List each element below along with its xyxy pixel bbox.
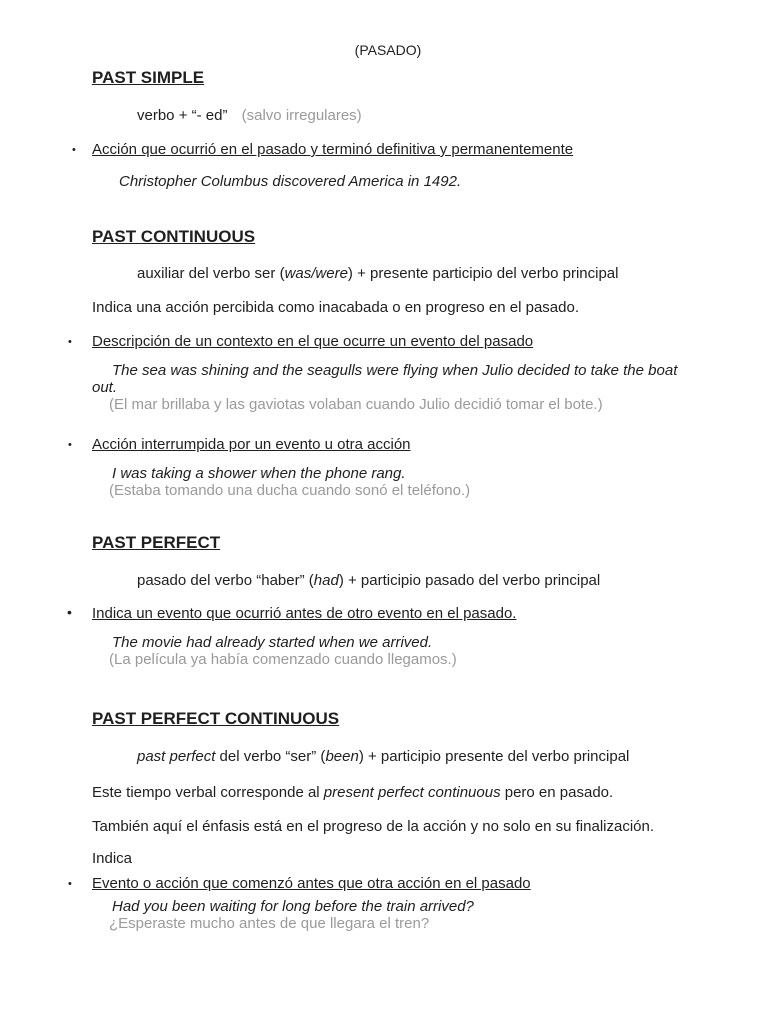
formula-past-simple [137,107,362,124]
formula-part: pasado del verbo “haber” ( [137,572,314,589]
description-part: pero en pasado. [500,784,614,801]
formula-note: (salvo irregulares) [241,107,362,124]
example-past-simple: Christopher Columbus discovered America in 1492. [119,173,462,190]
example-past-continuous-2: I was taking a shower when the phone rang. [112,465,406,482]
heading-past-continuous: PAST CONTINUOUS [92,227,256,246]
description-past-continuous: Indica una acción percibida como inacabada o en progreso en el pasado. [92,299,580,316]
bullet-past-simple: Acción que ocurrió en el pasado y terminó definitiva y permanentemente [92,141,574,158]
description-past-perfect-continuous-1 [92,784,613,801]
formula-part: auxiliar del verbo ser ( [137,265,285,282]
formula-part: del verbo “ser” ( [215,748,326,765]
example-past-perfect-continuous: Had you been waiting for long before the train arrived? [112,898,474,915]
formula-part-italic: was/were [284,265,348,282]
document-title: (PASADO) [354,42,422,58]
formula-part: ) + presente participio del verbo principal [347,265,619,282]
bullet-icon: • [68,336,72,348]
bullet-past-continuous-1: Descripción de un contexto en el que ocurre un evento del pasado [92,333,534,350]
formula-past-perfect [137,572,600,589]
translation-past-continuous-1: (El mar brillaba y las gaviotas volaban cuando Julio decidió tomar el bote.) [109,396,603,413]
description-part-italic: present perfect continuous [323,784,501,801]
bullet-icon: • [68,439,72,451]
heading-past-perfect: PAST PERFECT [92,533,221,552]
translation-past-perfect-continuous: ¿Esperaste mucho antes de que llegara el tren? [109,915,430,932]
translation-past-perfect: (La película ya había comenzado cuando llegamos.) [109,651,457,668]
indica-label: Indica [92,850,133,867]
formula-past-continuous [137,265,619,282]
translation-past-continuous-2: (Estaba tomando una ducha cuando sonó el teléfono.) [109,482,471,499]
bullet-past-continuous-2: Acción interrumpida por un evento u otra acción [92,436,411,453]
bullet-icon: • [68,878,72,890]
bullet-icon: • [72,144,76,156]
formula-text: verbo + “- ed” [137,107,228,124]
heading-past-perfect-continuous: PAST PERFECT CONTINUOUS [92,709,340,728]
bullet-icon: • [67,604,72,620]
description-past-perfect-continuous-2: También aquí el énfasis está en el progreso de la acción y no solo en su finalización. [92,818,655,835]
formula-part: ) + participio pasado del verbo principal [338,572,601,589]
bullet-past-perfect: Indica un evento que ocurrió antes de otro evento en el pasado. [92,605,517,622]
formula-part: ) + participio presente del verbo principal [358,748,630,765]
description-part: Este tiempo verbal corresponde al [92,784,324,801]
formula-part-italic: past perfect [137,748,216,765]
formula-part-italic: been [325,748,359,765]
bullet-past-perfect-continuous: Evento o acción que comenzó antes que otra acción en el pasado [92,875,531,892]
example-past-perfect: The movie had already started when we arrived. [112,634,433,651]
heading-past-simple: PAST SIMPLE [92,68,205,87]
example-past-continuous-1: The sea was shining and the seagulls were flying when Julio decided to take the boat out. [92,362,678,396]
formula-part-italic: had [313,572,339,589]
formula-past-perfect-continuous [137,748,629,765]
